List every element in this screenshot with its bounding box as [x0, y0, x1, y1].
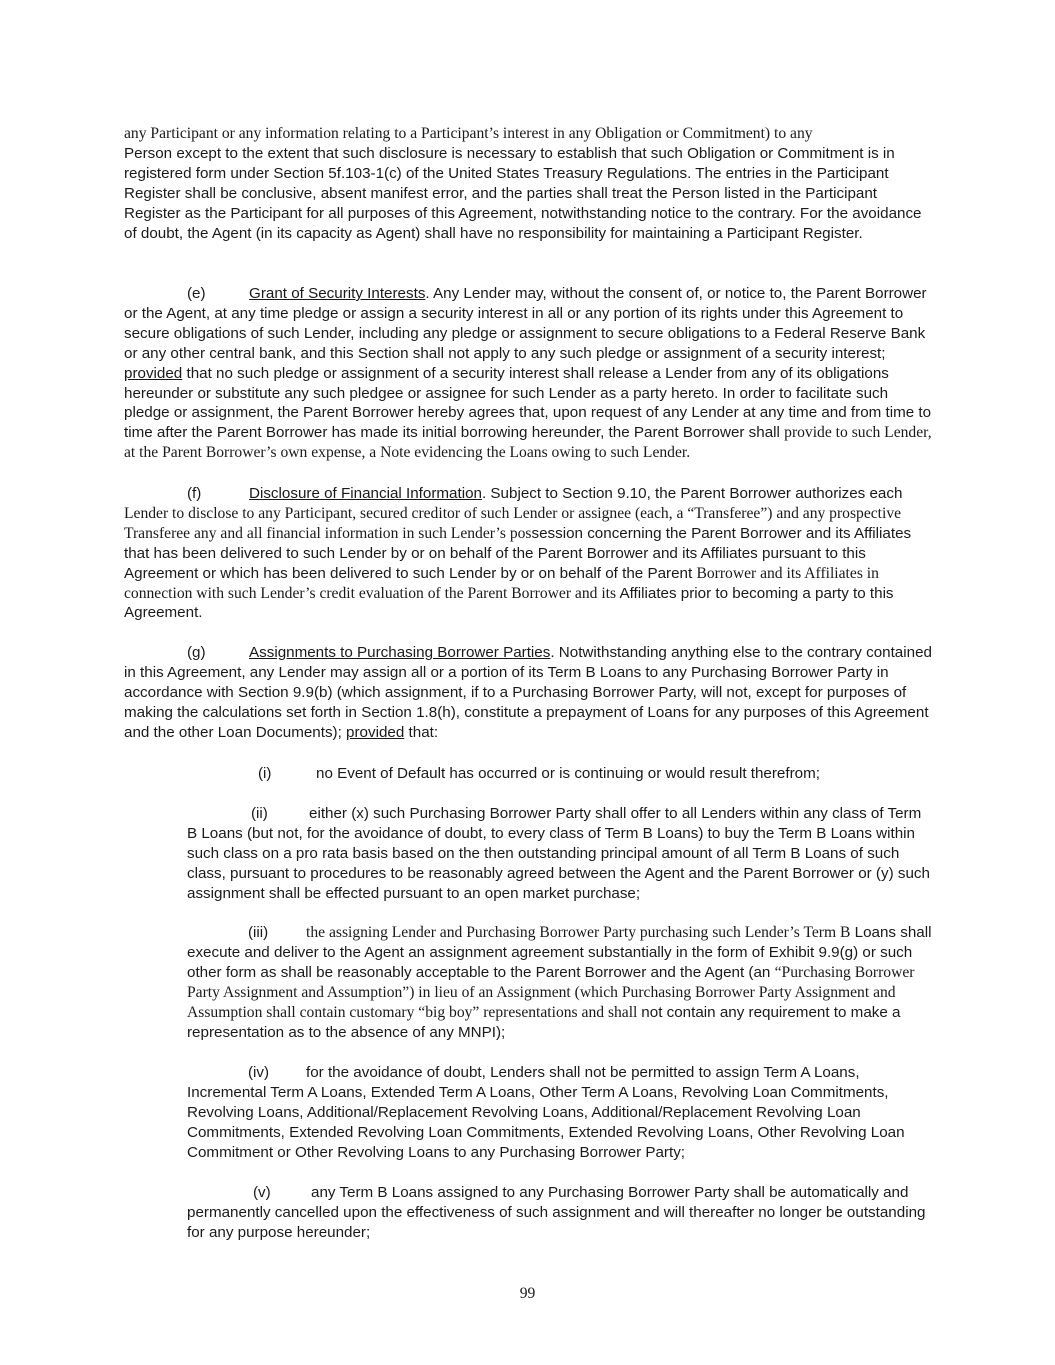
subitem-v-label: (v): [253, 1184, 271, 1201]
clause-f-text-5: Affiliates prior to becoming a party to this Agreement.: [124, 584, 894, 622]
paragraph-e: [124, 284, 932, 463]
subitem-iii-text-1: the assigning Lender and Purchasing Borrower Party purchasing such Lender’s Term B: [306, 924, 851, 941]
paragraph-g: [124, 643, 932, 743]
subitem-i-label: (i): [258, 765, 272, 782]
clause-g-label: (g): [187, 644, 206, 661]
clause-f-text-1: . Subject to Section 9.10, the Parent Borrower authorizes each: [481, 485, 903, 502]
clause-e-provided: provided: [124, 364, 183, 382]
clause-g-heading: Assignments to Purchasing Borrower Parties: [249, 644, 551, 661]
clause-e-label: (e): [187, 285, 206, 302]
subitem-iii-label: (iii): [248, 924, 269, 941]
clause-f-text-4: Borrower and its Affiliates in connection with such Lender’s credit evaluation of the Parent Borrower and its: [124, 564, 879, 602]
clause-f-text-2: Lender to disclose to any Participant, secured creditor of such Lender or assignee (each, a “Transferee”) and any prospective Transferee any and all financial information in such Lender’s pos: [124, 504, 902, 542]
paragraph-f: [124, 484, 932, 623]
paragraph-d-continuation: [124, 124, 932, 243]
subitem-ii-label: (ii): [251, 805, 268, 822]
subitem-iv-label: (iv): [248, 1064, 270, 1081]
clause-g-provided: provided: [346, 723, 405, 741]
clause-f-text-3: session concerning the Parent Borrower and its Affiliates that has been delivered to such Lender by or on behalf of the Parent Borrower and its Affiliates pursuant to this Agreement or which has been delivered to such Lender by or on behalf of the Parent: [124, 524, 912, 582]
clause-g-text-2: that:: [404, 723, 439, 741]
clause-g-text-1: . Notwithstanding anything else to the contrary contained in this Agreement, any Lender may assign all or a portion of its Term B Loans to any Purchasing Borrower Party in accordance with Section 9.9(b) (which assignment, if to a Purchasing Borrower Party, will not, except for purposes of making the calculations set forth in Section 1.8(h), constitute a prepayment of Loans for any purposes of this Agreement and the other Loan Documents);: [124, 644, 932, 741]
subitem-v-text: any Term B Loans assigned to any Purchasing Borrower Party shall be automatically and permanently cancelled upon the effectiveness of such assignment and will thereafter no longer be outstanding for any purpose hereunder;: [187, 1184, 926, 1241]
subitem-iii: [187, 923, 932, 1042]
subitem-v: [187, 1183, 932, 1243]
paragraph-d-text: Person except to the extent that such disclosure is necessary to establish that such Obligation or Commitment is in registered form under Section 5f.103-1(c) of the United States Treasury Regulations. The entries in the Participant Register shall be conclusive, absent manifest error, and the parties shall treat the Person listed in the Participant Register as the Participant for all purposes of this Agreement, notwithstanding notice to the contrary. For the avoidance of doubt, the Agent (in its capacity as Agent) shall have no responsibility for maintaining a Participant Register.: [124, 144, 922, 242]
clause-e-text-1: . Any Lender may, without the consent of, or notice to, the Parent Borrower or the Agent, at any time pledge or assign a security interest in all or any portion of its rights under this Agreement to secure obligations of such Lender, including any pledge or assignment to secure obligations to a Federal Reserve Bank or any other central bank, and this Section shall not apply to any such pledge or assignment of a security interest;: [124, 285, 927, 362]
clause-f-label: (f): [187, 485, 202, 502]
subitem-iii-text-4: not contain any requirement to make a representation as to the absence of any MNPI);: [187, 1003, 901, 1041]
page-number: 99: [519, 1285, 536, 1302]
paragraph-d-text-serif: any Participant or any information relating to a Participant’s interest in any Obligation or Commitment) to any: [124, 125, 813, 142]
subitem-i: [187, 764, 932, 784]
subitem-iii-text-3: “Purchasing Borrower Party Assignment and Assumption”) in lieu of an Assignment (which Purchasing Borrower Party Assignment and Assumption shall contain customary “big boy” representations and shall: [187, 963, 915, 1021]
subitem-ii: [187, 804, 932, 904]
clause-f-heading: Disclosure of Financial Information: [249, 485, 482, 502]
subitem-iii-text-2: Loans shall execute and deliver to the Agent an assignment agreement substantially in the form of Exhibit 9.9(g) or such other form as shall be reasonably acceptable to the Parent Borrower and the Agent (an: [187, 924, 932, 981]
clause-e-text-3: provide to such Lender, at the Parent Borrower’s own expense, a Note evidencing the Loans owing to such Lender.: [124, 424, 932, 462]
subitem-ii-text: either (x) such Purchasing Borrower Party shall offer to all Lenders within any class of Term B Loans (but not, for the avoidance of doubt, to every class of Term B Loans) to buy the Term B Loans within such class on a pro rata basis based on the then outstanding principal amount of all Term B Loans of such class, pursuant to procedures to be reasonably agreed between the Agent and the Parent Borrower or (y) such assignment shall be effected pursuant to an open market purchase;: [187, 805, 930, 902]
subitem-iv: [187, 1063, 932, 1163]
subitem-i-text: no Event of Default has occurred or is continuing or would result therefrom;: [316, 765, 820, 782]
clause-e-text-2: that no such pledge or assignment of a security interest shall release a Lender from any of its obligations hereunder or substitute any such pledgee or assignee for such Lender as a party hereto. In order to facilitate such pledge or assignment, the Parent Borrower hereby agrees that, upon request of any Lender at any time and from time to time after the Parent Borrower has made its initial borrowing hereunder, the Parent Borrower shall: [124, 364, 932, 442]
clause-e-heading: Grant of Security Interests: [249, 285, 426, 302]
subitem-iv-text: for the avoidance of doubt, Lenders shall not be permitted to assign Term A Loans, Incremental Term A Loans, Extended Term A Loans, Other Term A Loans, Revolving Loan Commitments, Revolving Loans, Additional/Replacement Revolving Loans, Additional/Replacement Revolving Loan Commitments, Extended Revolving Loan Commitments, Extended Revolving Loans, Other Revolving Loan Commitment or Other Revolving Loans to any Purchasing Borrower Party;: [187, 1064, 905, 1161]
